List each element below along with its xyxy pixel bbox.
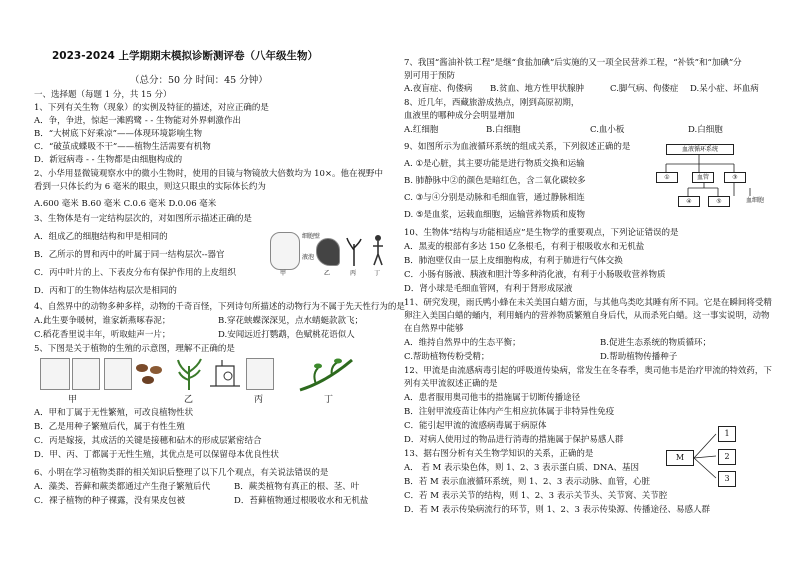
fig5-label-ding: 丁 bbox=[324, 395, 334, 405]
q3-option-a: A．组成乙的细胞结构和甲是相同的 bbox=[34, 232, 168, 242]
q7-line-1: 7、我国“酱油补铁工程”是继“食盐加碘”后实施的又一项全民营养工程，“补铁”和“加碘”分 bbox=[404, 58, 742, 68]
q6-option-b: B．蕨类植物有真正的根、茎、叶 bbox=[234, 482, 360, 492]
q11-line-2: 卵注入美国白蜡的蛹内，利用蛹内的营养物质繁殖自身后代，从而杀死白蜡。这一事实说明，动物 bbox=[404, 311, 770, 321]
q13-option-d: D．若 M 表示传染病流行的环节，则 1、2、3 表示传染源、传播途径、易感人群 bbox=[404, 505, 711, 515]
q5-option-a: A．甲和丁属于无性繁殖，可改良植物性状 bbox=[34, 408, 194, 418]
q9-node-root: 血液循环系统 bbox=[666, 144, 734, 155]
q11-option-d: D.帮助植物传播种子 bbox=[600, 352, 678, 362]
q11-line-3: 在自然界中能够 bbox=[404, 324, 464, 334]
fig5-jia-image-2 bbox=[72, 358, 100, 390]
stomach-image bbox=[316, 238, 340, 266]
fig5-jia-image-1 bbox=[40, 358, 70, 390]
plant-image bbox=[346, 236, 362, 266]
fig3-label-yi: 乙 bbox=[324, 270, 331, 277]
q1-stem: 1、下列有关生物（现象）的实例及特征的描述，对应正确的是 bbox=[34, 103, 269, 113]
q11-option-b: B.促进生态系统的物质循环； bbox=[600, 338, 711, 348]
vacuole-label: 液泡 bbox=[302, 254, 315, 261]
q3-option-b: B．乙所示的胃和丙中的叶属于同一结构层次--器官 bbox=[34, 250, 225, 260]
fig3-label-bing: 丙 bbox=[350, 270, 357, 277]
fig5-label-yi: 乙 bbox=[184, 395, 194, 405]
q11-option-a: A．维持自然界中的生态平衡； bbox=[404, 338, 521, 348]
fig3-label-jia: 甲 bbox=[280, 270, 287, 277]
q6-option-d: D．苔藓植物通过根吸收水和无机盐 bbox=[234, 496, 369, 506]
q7-option-a: A.夜盲症、佝偻病 bbox=[404, 84, 473, 94]
q4-stem: 4、自然界中的动物多种多样，动物的千奇百怪，下列诗句所描述的动物行为不属于先天性行为的是 bbox=[34, 302, 405, 312]
q9-node-1: ① bbox=[656, 172, 678, 183]
q12-option-c: C．能引起甲流的流感病毒属于病原体 bbox=[404, 421, 547, 431]
q5-option-c: C．丙是嫁接，其成活的关键是接穗和砧木的形成层紧密结合 bbox=[34, 436, 262, 446]
q13-box-3: 3 bbox=[718, 471, 736, 487]
q6-option-c: C．裸子植物的种子裸露，没有果皮包被 bbox=[34, 496, 186, 506]
q11-option-c: C.帮助植物传粉受精； bbox=[404, 352, 490, 362]
grafting-apparatus-image bbox=[208, 360, 242, 388]
q13-option-c: C．若 M 表示关节的结构，则 1、2、3 表示关节头、关节窝、关节腔 bbox=[404, 491, 668, 501]
fig5-label-bing: 丙 bbox=[254, 395, 264, 405]
q10-option-c: C．小肠有肠液、胰液和胆汁等多种消化液，有利于小肠吸收营养物质 bbox=[404, 270, 666, 280]
fig5-label-jia: 甲 bbox=[68, 395, 78, 405]
q9-node-2: ③ bbox=[724, 172, 746, 183]
q1-option-c: C．“破茧成蝶吸不干”——植物生活需要有机物 bbox=[34, 142, 211, 152]
q9-node-blood-cells: 血细胞 bbox=[742, 196, 768, 205]
q5-option-d: D．甲、丙、丁都属于无性生殖，其优点是可以保留母本优良性状 bbox=[34, 450, 279, 460]
q8-line-1: 8、近几年，西藏旅游成热点，刚到高原初期， bbox=[404, 98, 580, 108]
seeds-image bbox=[134, 360, 170, 386]
q9-option-c: C. ③与④分别是动脉和毛细血管，通过静脉相连 bbox=[404, 193, 585, 203]
section-heading: 一、选择题（每题 1 分，共 15 分） bbox=[34, 90, 172, 100]
q7-option-b: B.贫血、地方性甲状腺肿 bbox=[490, 84, 584, 94]
q8-option-c: C.血小板 bbox=[590, 125, 625, 135]
q12-option-d: D．对病人使用过的物品进行消毒的措施属于保护易感人群 bbox=[404, 435, 624, 445]
q10-option-d: D．肾小球是毛细血管网，有利于肾形成尿液 bbox=[404, 284, 573, 294]
q12-option-a: A．患者服用奥司他韦的措施属于切断传播途径 bbox=[404, 393, 581, 403]
q6-stem: 6、小明在学习植物类群的相关知识后整理了以下几个观点，有关说法错误的是 bbox=[34, 468, 329, 478]
q10-option-a: A．黑麦的根部有多达 150 亿条根毛，有利于根吸收水和无机盐 bbox=[404, 242, 645, 252]
page-subtitle: （总分：50 分 时间：45 分钟） bbox=[130, 75, 268, 86]
q13-box-2: 2 bbox=[718, 449, 736, 465]
q9-node-4: ⑤ bbox=[708, 196, 730, 207]
q12-line-1: 12、甲流是由流感病毒引起的呼吸道传染病，常发生在冬春季，奥司他韦是治疗甲流的特效药，下 bbox=[404, 366, 772, 376]
plant-cell-image bbox=[270, 232, 300, 270]
q2-line-1: 2、小华用显微镜观察水中的微小生物时，使用的目镜与物镜放大倍数均为 10×。他在视野中 bbox=[34, 169, 384, 179]
q9-option-d: D. ⑤是血浆，运载血细胞，运输营养物质和废物 bbox=[404, 210, 586, 220]
q13-box-1: 1 bbox=[718, 426, 736, 442]
q12-line-2: 列有关甲流叙述正确的是 bbox=[404, 379, 498, 389]
q9-node-3: ④ bbox=[678, 196, 700, 207]
q13-stem: 13、据右图分析有关生物学知识的关系，正确的是 bbox=[404, 449, 594, 459]
q1-option-b: B．“大树底下好乘凉”——体现环境影响生物 bbox=[34, 129, 202, 139]
q3-option-d: D．丙和丁的生物体结构层次是相同的 bbox=[34, 286, 177, 296]
q2-line-2: 看到一只体长约为 6 毫米的眼虫，则这只眼虫的实际体长约为 bbox=[34, 182, 266, 192]
q4-option-a: A.此生要争暖树，谁家新燕啄春泥； bbox=[34, 316, 171, 326]
q5-stem: 5、下图是关于植物的生殖的示意图，理解不正确的是 bbox=[34, 344, 235, 354]
q13-option-b: B．若 M 表示血液循环系统，则 1、2、3 表示动脉、血管，心脏 bbox=[404, 477, 650, 487]
q2-options: A.600 毫米 B.60 毫米 C.0.6 毫米 D.0.06 毫米 bbox=[34, 199, 217, 209]
q3-option-c: C．丙中叶片的上、下表皮分布有保护作用的上皮组织 bbox=[34, 268, 237, 278]
q4-option-b: B.穿花蛱蝶深深见，点水蜻蜓款款飞； bbox=[218, 316, 363, 326]
q10-stem: 10、生物体“结构与功能相适应”是生物学的重要观点，下列论证错误的是 bbox=[404, 228, 679, 238]
fig5-bing-image bbox=[246, 358, 274, 390]
q9-node-vessel: 血管 bbox=[692, 172, 714, 183]
q9-option-a: A. ①是心脏，其主要功能是进行物质交换和运输 bbox=[404, 159, 585, 169]
q3-stem: 3、生物体是有一定结构层次的，对如图所示描述正确的是 bbox=[34, 214, 252, 224]
person-image bbox=[372, 234, 384, 266]
q8-option-b: B.白细胞 bbox=[486, 125, 521, 135]
q10-option-b: B．肺泡壁仅由一层上皮细胞构成，有利于肺进行气体交换 bbox=[404, 256, 623, 266]
q4-option-d: D.安闻远近打鹦鹉，色赋桃花语似人 bbox=[218, 330, 355, 340]
q5-option-b: B．乙是用种子繁殖后代，属于有性生殖 bbox=[34, 422, 185, 432]
q12-option-b: B．注射甲流疫苗让体内产生相应抗体属于非特异性免疫 bbox=[404, 407, 615, 417]
q8-option-d: D.白细胞 bbox=[688, 125, 723, 135]
seedling-image bbox=[174, 356, 204, 390]
q1-option-a: A．争，争进，惊起一滩鸥鹭 - - 生物能对外界刺激作出 bbox=[34, 116, 241, 126]
q4-option-c: C.稻花香里说丰年，听取蛙声一片； bbox=[34, 330, 171, 340]
q9-stem: 9、如图所示为血液循环系统的组成关系，下列叙述正确的是 bbox=[404, 142, 631, 152]
q1-option-d: D．新冠病毒 - - 生物都是由细胞构成的 bbox=[34, 155, 183, 165]
q13-option-a: A． 若 M 表示染色体，则 1、2、3 表示蛋白质、DNA、基因 bbox=[404, 463, 639, 473]
q6-option-a: A．藻类、苔藓和蕨类都通过产生孢子繁殖后代 bbox=[34, 482, 211, 492]
q7-line-2: 别可用于预防 bbox=[404, 71, 456, 81]
q8-option-a: A.红细胞 bbox=[404, 125, 439, 135]
q8-line-2: 血液里的哪种成分会明显增加 bbox=[404, 111, 515, 121]
q7-option-d: D.呆小症、坏血病 bbox=[690, 84, 759, 94]
q13-diagram-lines bbox=[404, 0, 784, 500]
page-title: 2023-2024 上学期期末模拟诊断测评卷（八年级生物） bbox=[52, 50, 318, 62]
q11-line-1: 11、研究发现，雨氏鸭小蜂在未关美国白蜡方面，与其他鸟类吃其睡有所不同。它是在瞬间将受精 bbox=[404, 298, 772, 308]
fig3-label-ding: 丁 bbox=[374, 270, 381, 277]
fig5-ding-image bbox=[296, 358, 356, 392]
cell-wall-label: 细胞壁 bbox=[302, 233, 321, 240]
q9-option-b: B. 肺静脉中②的颜色是暗红色，含二氧化碳较多 bbox=[404, 176, 586, 186]
fig5-jia-image-3 bbox=[104, 358, 132, 390]
q7-option-c: C.脚气病、佝偻症 bbox=[610, 84, 679, 94]
q13-box-m: M bbox=[666, 450, 694, 466]
